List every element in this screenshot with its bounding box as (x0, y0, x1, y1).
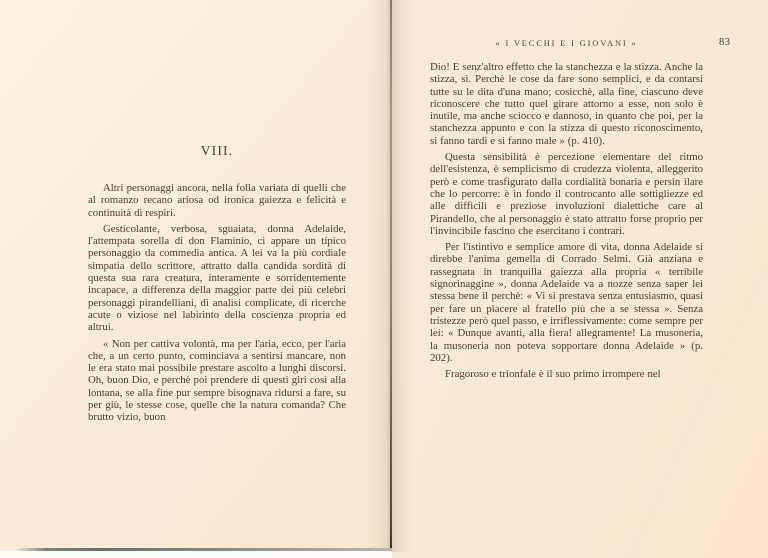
paragraph: Per l'istintivo e semplice amore di vita, donna Adelaide si direbbe l'anima gemella di Corrado Selmi. Già anziana e rassegnata in tranquilla gaiezza alla propria « terribile signorinaggine », donna Adelaide va a nozze senza saper lei stessa bene il perchè: « Vi si prestava senza entusiasmo, quasi per fare un piacere al fratello più che a se stessa ». Senza tristezze però quel passo, e irriflessivamente: come sempre per lei: « Dunque avanti, alla fiera! allegramente! La musoneria, la musoneria non poteva sopportare donna Adelaide » (p. 202). (430, 241, 703, 364)
scan-background (0, 551, 392, 558)
paragraph: Gesticolante, verbosa, sguaiata, donna Adelaide, l'attempata sorella di don Flaminio, ci appare un tipico personaggio da commedia antica. A lei va la più cordiale simpatia dello scrittore, attratto dalla candida sordità di questa sua rara creatura, interamente e sorridentemente incapace, a differenza della maggior parte dei più celebri personaggi pirandelliani, di analisi complicate, di ricerche acute o viziose nel labirinto della coscienza propria ed altrui. (88, 222, 346, 334)
page-edge-line (16, 548, 392, 551)
paragraph: « Non per cattiva volontà, ma per l'aria, ecco, per l'aria che, a un certo punto, cominciava a sentirsi mancare, non le era stato mai possibile prestare ascolto a lunghi discorsi. Oh, buon Dio, e perchè poi prendere di questi giri così alla lontana, se alla fine pur sempre bisognava ridursi a fare, su per giù, le stesse cose, quelle che la natura comanda? Che brutto vizio, buon (88, 337, 346, 424)
paragraph: Questa sensibilità è percezione elementare del ritmo dell'esistenza, è semplicismo di crudezza violenta, alleggerito però e come trasfigurato dalla cordialità bonaria e persin ilare che lo percorre: è in fondo il controcanto alle sottigliezze ed alle difficili e preziose involuzioni dialettiche care al Pirandello, che al personaggio è stato attratto forse proprio per l'invincibile fascino che esercitano i contrari. (430, 151, 703, 237)
chapter-heading: VIII. (200, 143, 234, 158)
paragraph: Altri personaggi ancora, nella folla variata di quelli che al romanzo recano ariosa od ironica gaiezza e felicità e continuità di respiri. (88, 182, 346, 219)
paragraph: Dio! E senz'altro effetto che la stanchezza e la stizza. Anche la stizza, sì. Perchè le cose da fare sono semplici, e da contarsi tutte su le dita d'una mano; cosicchè, alla fine, ciascuno deve riconoscere che tutto quel girare attorno a esse, non solo è inutile, ma anche sciocco e dannoso, in quanto che poi, per la stanchezza appunto e con la stizza di questo riconoscimento, si fanno tardi e si fanno male » (p. 410). (430, 61, 703, 147)
page-number: 83 (719, 37, 731, 48)
left-page-text (88, 143, 346, 424)
running-header-row (430, 38, 703, 52)
right-page-text (430, 61, 703, 380)
paragraph: Fragoroso e trionfale è il suo primo irrompere nel (445, 368, 661, 381)
running-header: « I VECCHI E I GIOVANI » (495, 38, 638, 48)
